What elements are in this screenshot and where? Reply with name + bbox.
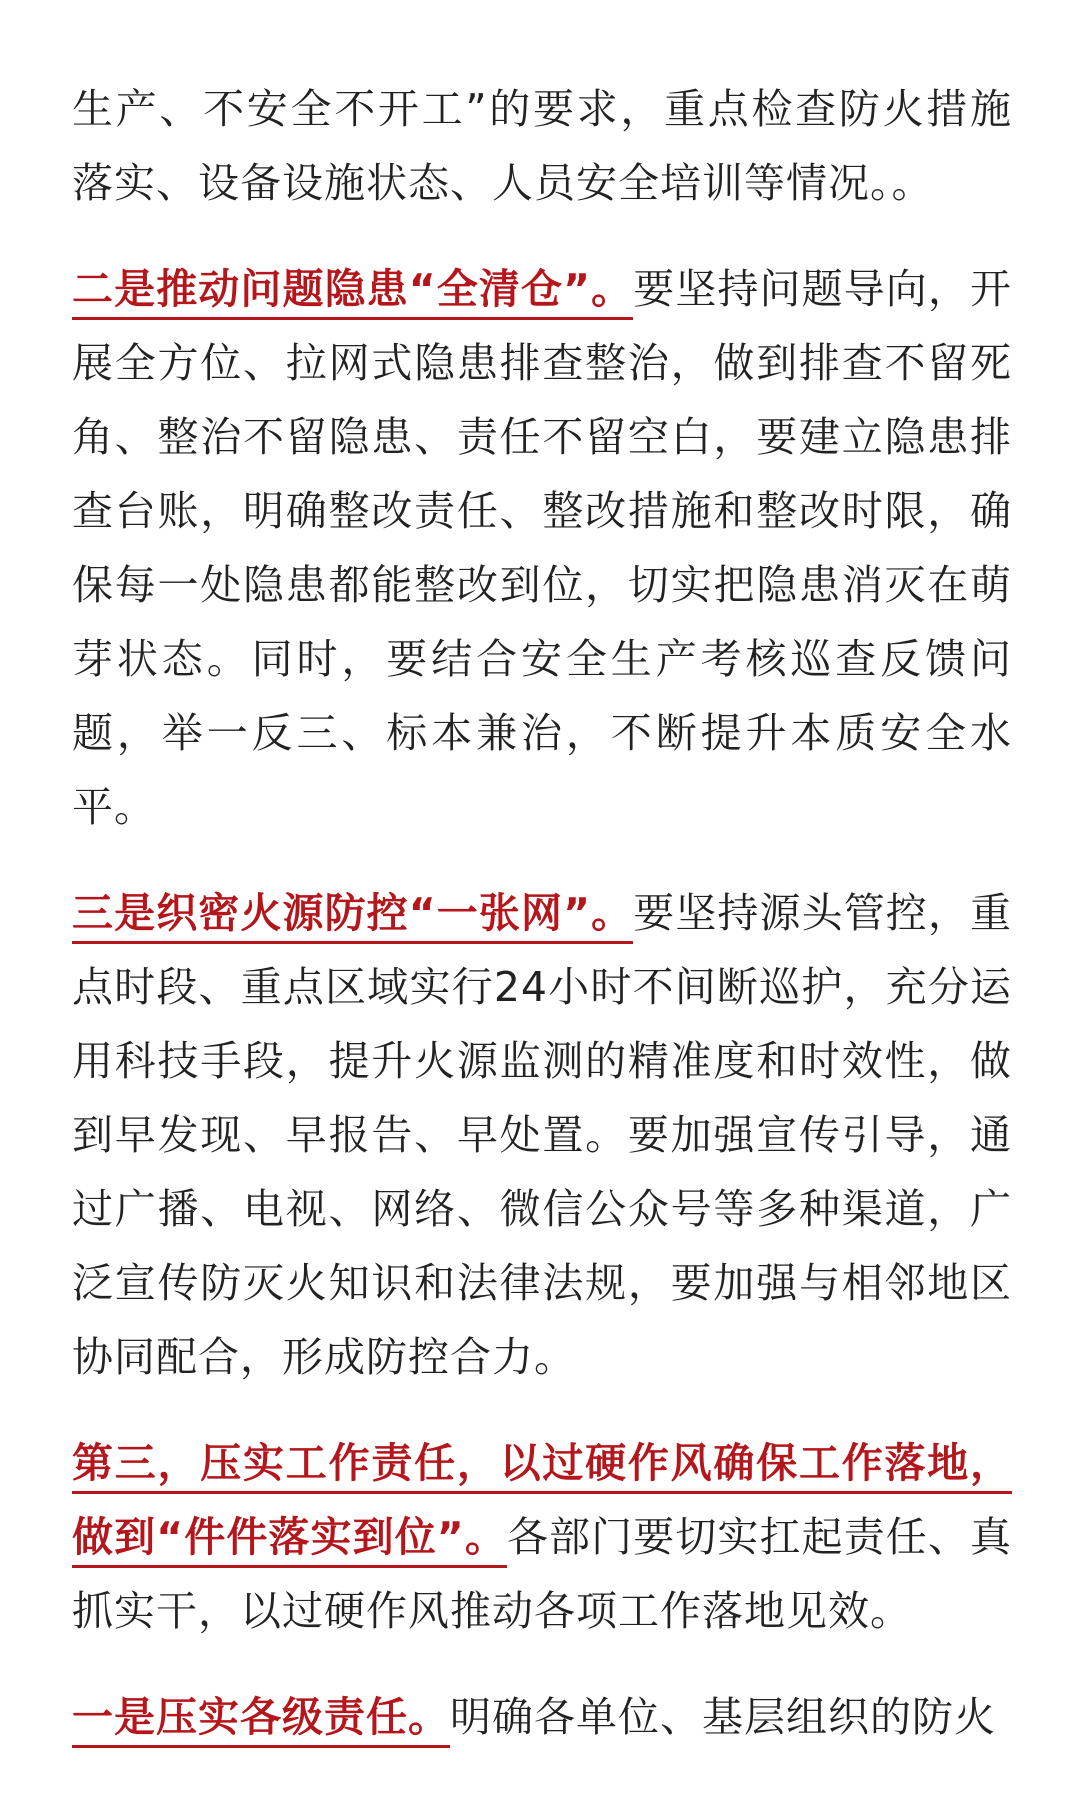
paragraph-intro-continuation <box>72 72 1012 220</box>
highlight-heading: 二是推动问题隐患“全清仓”。 <box>72 265 633 320</box>
paragraph-text: 要坚持源头管控，重点时段、重点区域实行24小时不间断巡护，充分运用科技手段，提升火源监测的精准度和时效性，做到早发现、早报告、早处置。要加强宣传引导，通过广播、电视、网络、微信公众号等多种渠道，广泛宣传防灭火知识和法律法规，要加强与相邻地区协同配合，形成防控合力。 <box>72 889 1012 1381</box>
paragraph-fire-source-control <box>72 876 1012 1394</box>
paragraph-text: 生产、不安全不开工”的要求，重点检查防火措施落实、设备设施状态、人员安全培训等情况。。 <box>72 85 1012 207</box>
paragraph-work-responsibility <box>72 1426 1012 1648</box>
highlight-heading: 第三，压实工作责任，以过硬作风确保工作落地，做到“件件落实到位”。 <box>72 1439 1012 1568</box>
paragraph-text: 要坚持问题导向，开展全方位、拉网式隐患排查整治，做到排查不留死角、整治不留隐患、责任不留空白，要建立隐患排查台账，明确整改责任、整改措施和整改时限，确保每一处隐患都能整改到位，切实把隐患消灭在萌芽状态。同时，要结合安全生产考核巡查反馈问题，举一反三、标本兼治，不断提升本质安全水平。 <box>72 265 1012 831</box>
paragraph-hidden-hazards <box>72 252 1012 844</box>
highlight-heading: 三是织密火源防控“一张网”。 <box>72 889 633 944</box>
paragraph-text: 明确各单位、基层组织的防火 <box>450 1693 996 1741</box>
article-body <box>72 72 1012 1786</box>
paragraph-text: 各部门要切实扛起责任、真抓实干，以过硬作风推动各项工作落地见效。 <box>72 1513 1012 1635</box>
paragraph-level-responsibility <box>72 1680 1012 1754</box>
highlight-heading: 一是压实各级责任。 <box>72 1693 450 1748</box>
